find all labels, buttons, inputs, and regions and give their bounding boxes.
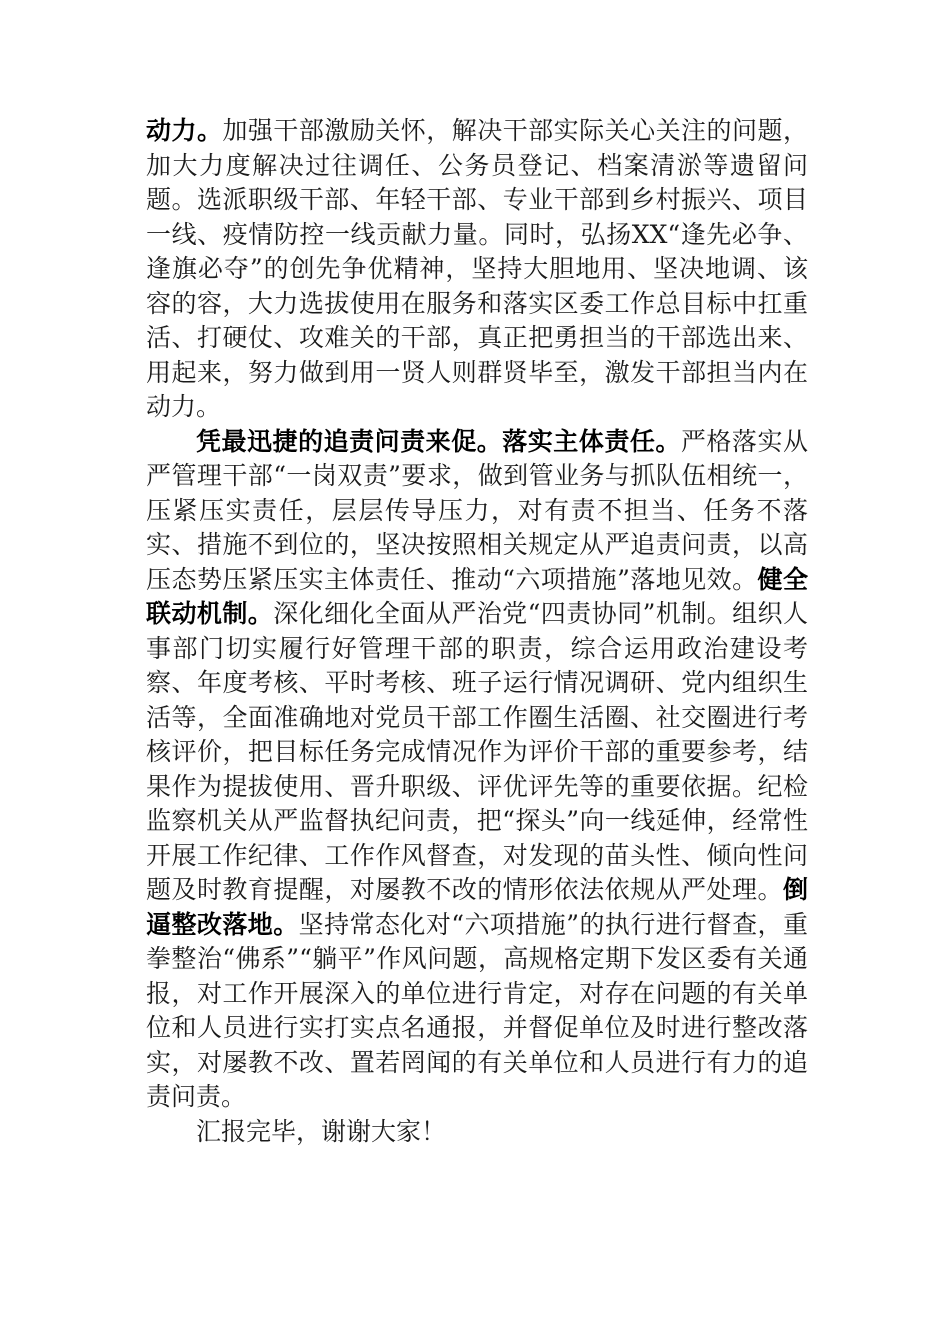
paragraph-text: 严格落实从严管理干部“一岗双责”要求，做到管业务与抓队伍相统一，压紧压实责任，层层传导压力，对有责不担当、任务不落实、措施不到位的，坚决按照相关规定从严追责问责，以高压态势压紧压实主体责任、推动“六项措施”落地见效。 xyxy=(146,426,808,594)
paragraph-text: 坚持常态化对“六项措施”的执行进行督查，重拳整治“佛系”“躺平”作风问题，高规格定期下发区委有关通报，对工作开展深入的单位进行肯定，对存在问题的有关单位和人员进行实打实点名通报，并督促单位及时进行整改落实，对屡教不改、置若罔闻的有关单位和人员进行有力的追责问责。 xyxy=(146,909,808,1111)
paragraph-accountability xyxy=(146,425,808,1115)
document-body xyxy=(146,114,808,1149)
paragraph-cadre-motivation xyxy=(146,114,808,425)
heading-accountability: 凭最迅捷的追责问责来促。落实主体责任。 xyxy=(196,426,681,456)
heading-rectification: 倒逼整改落地。 xyxy=(146,875,808,939)
heading-motivation: 动力。 xyxy=(146,116,223,145)
closing-text: 汇报完毕，谢谢大家！ xyxy=(196,1116,447,1146)
paragraph-closing xyxy=(146,1115,808,1150)
paragraph-text: 加强干部激励关怀，解决干部实际关心关注的问题，加大力度解决过往调任、公务员登记、档案清淤等遗留问题。选派职级干部、年轻干部、专业干部到乡村振兴、项目一线、疫情防控一线贡献力量。同时，弘扬XX“逢先必争、逢旗必夺”的创先争优精神，坚持大胆地用、坚决地调、该容的容，大力选拔使用在服务和落实区委工作总目标中扛重活、打硬仗、攻难关的干部，真正把勇担当的干部选出来、用起来，努力做到用一贤人则群贤毕至，激发干部担当内在动力。 xyxy=(146,116,808,421)
paragraph-text: 深化细化全面从严治党“四责协同”机制。组织人事部门切实履行好管理干部的职责，综合运用政治建设考察、年度考核、平时考核、班子运行情况调研、党内组织生活等，全面准确地对党员干部工作圈生活圈、社交圈进行考核评价，把目标任务完成情况作为评价干部的重要参考，结果作为提拔使用、晋升职级、评优评先等的重要依据。纪检监察机关从严监督执纪问责，把“探头”向一线延伸，经常性开展工作纪律、工作作风督查，对发现的苗头性、倾向性问题及时教育提醒，对屡教不改的情形依法依规从严处理。 xyxy=(146,599,808,904)
heading-linkage-mechanism: 健全联动机制。 xyxy=(146,564,808,628)
